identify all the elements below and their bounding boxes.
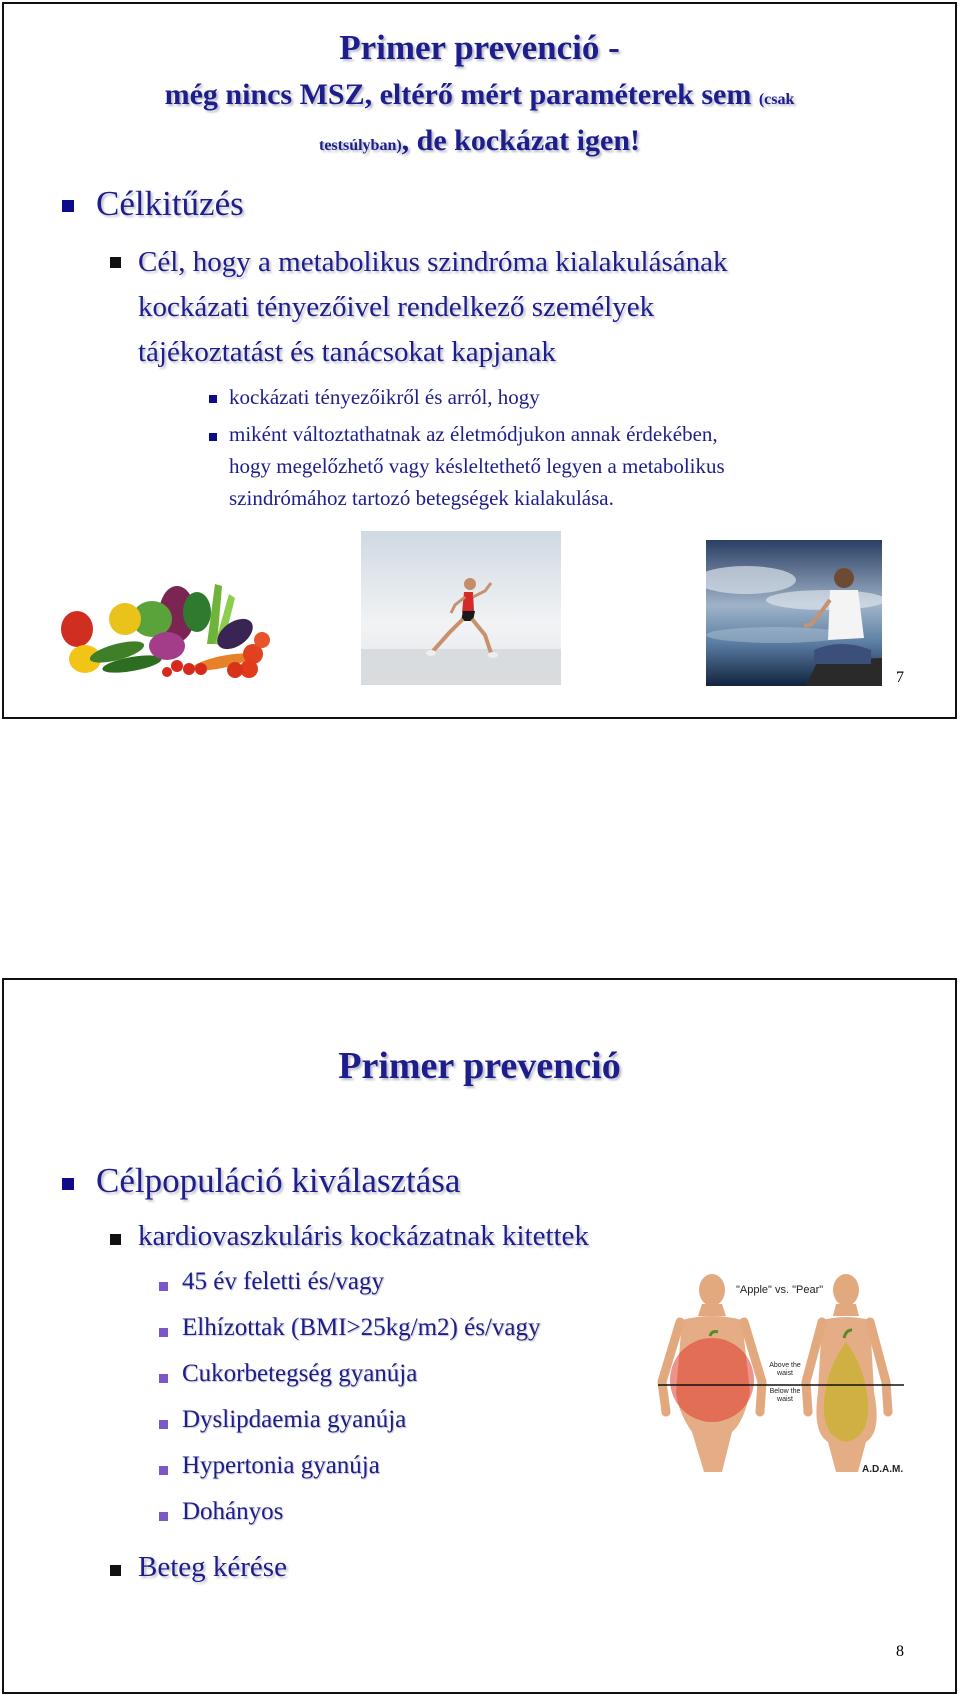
slide-7 [2,2,957,719]
level2-text-line: Cél, hogy a metabolikus szindróma kialakulásának [138,246,728,278]
apple-vs-pear-figure [652,1272,908,1482]
bullet-square-icon [110,1234,121,1245]
level3-item-line: szindrómához tartozó betegségek kialakulása. [229,486,614,510]
vegetables-image [57,574,272,679]
bullet-square-icon [159,1466,168,1475]
level3-item: Hypertonia gyanúja [182,1452,380,1479]
level3-item: kockázati tényezőikről és arról, hogy [229,385,540,409]
level3-item-line: hogy megelőzhető vagy késleltethető legyen a metabolikus [229,454,725,478]
level2-text-line: kockázati tényezőivel rendelkező személyek [138,291,655,323]
bullet-square-icon [159,1420,168,1429]
bullet-square-icon [159,1374,168,1383]
level3-item: Elhízottak (BMI>25kg/m2) és/vagy [182,1314,541,1341]
subtitle-text: még nincs MSZ, eltérő mért paraméterek sem [164,78,759,111]
subtitle-small-text-2: testsúlyban) [318,137,402,154]
below-waist-label: Below the waist [769,1388,801,1403]
bullet-square-icon [62,200,74,212]
slide-subtitle-line [4,78,955,112]
level3-item: Cukorbetegség gyanúja [182,1360,418,1387]
subtitle-small-text: (csak [758,91,795,108]
slide-subtitle-line-2 [4,124,955,158]
meditation-image [706,540,882,686]
runner-image [361,531,561,685]
level3-item: Dohányos [182,1498,284,1525]
level2-item: Beteg kérése [138,1551,287,1583]
page-number: 8 [896,1643,904,1660]
level3-item: 45 év feletti és/vagy [182,1268,385,1295]
level3-item-line: miként változtathatnak az életmódjukon annak érdekében, [229,422,718,446]
bullet-square-icon [159,1328,168,1337]
subtitle-text-2: , de kockázat igen! [401,124,640,157]
level1-heading: Célpopuláció kiválasztása [96,1161,461,1200]
adam-logo: A.D.A.M. [862,1464,904,1475]
slide-title: Primer prevenció - [339,28,620,67]
bullet-square-icon [159,1512,168,1521]
page-number: 7 [896,669,904,686]
bullet-square-icon [209,433,217,441]
bullet-square-icon [110,257,121,268]
bullet-square-icon [110,1565,121,1576]
bullet-square-icon [209,395,217,403]
above-waist-label: Above the waist [769,1362,801,1377]
bullet-square-icon [159,1282,168,1291]
level1-heading: Célkitűzés [96,184,244,223]
level2-text-line: tájékoztatást és tanácsokat kapjanak [138,336,556,368]
figure-caption: "Apple" vs. "Pear" [736,1284,824,1296]
bullet-square-icon [62,1178,74,1190]
slide-title: Primer prevenció [338,1045,621,1087]
level3-item: Dyslipdaemia gyanúja [182,1406,407,1433]
slide-8 [2,978,957,1694]
level2-item: kardiovaszkuláris kockázatnak kitettek [138,1220,589,1252]
